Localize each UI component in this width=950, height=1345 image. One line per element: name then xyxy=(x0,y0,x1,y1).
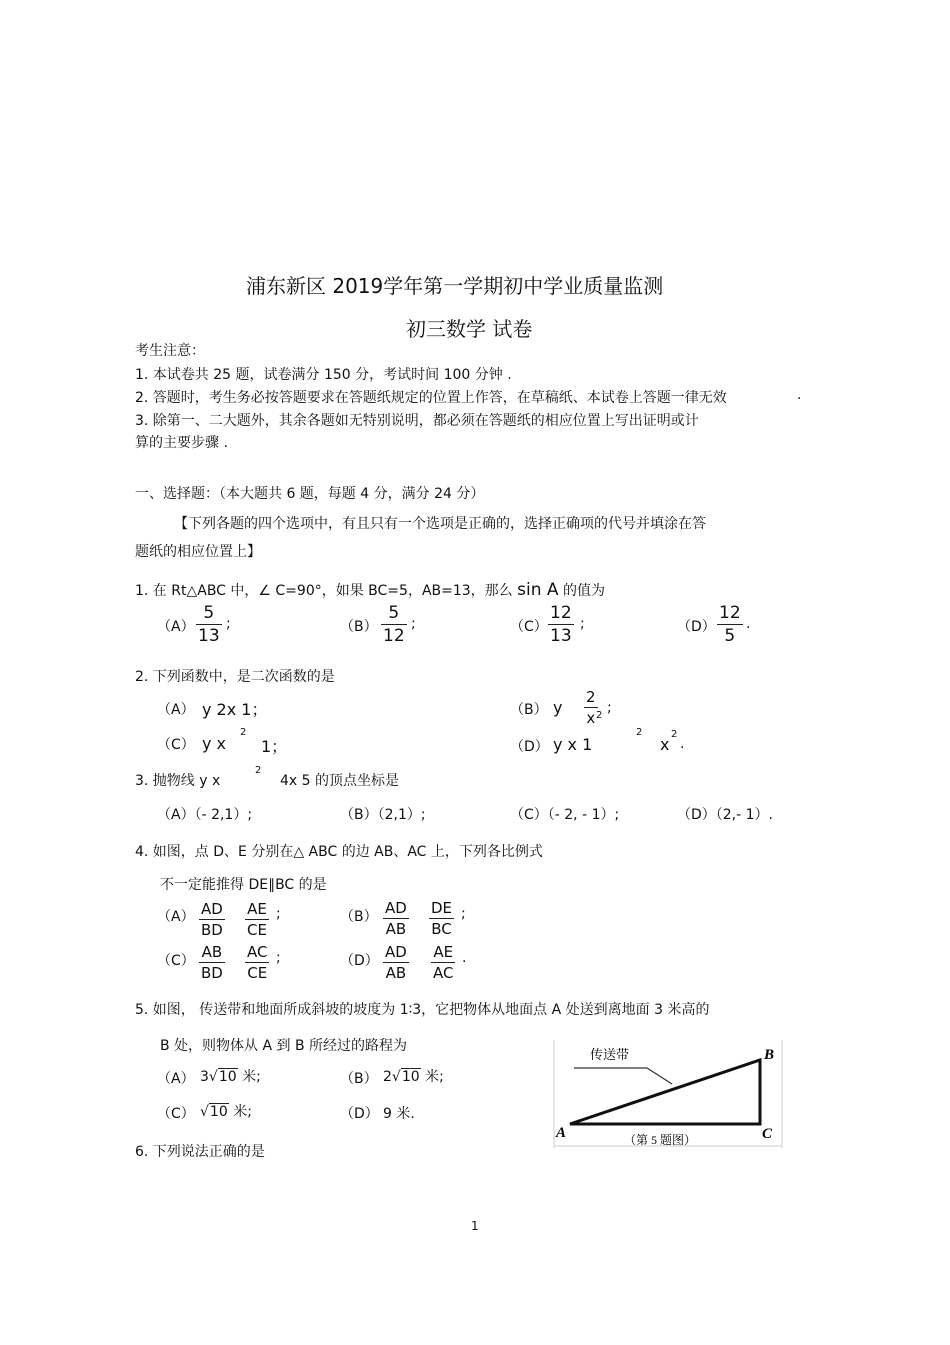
q2-option-d: y x 1 xyxy=(553,735,593,754)
q4-option-b-fraction-2: DE BC xyxy=(431,899,453,938)
triangle-abc xyxy=(570,1060,760,1124)
q4-stem-2: 不一定能推得 DE∥BC 的是 xyxy=(160,877,327,893)
q1-option-c-label: （C） xyxy=(510,619,548,635)
q3-option-c: （C）（- 2, - 1）; xyxy=(510,807,620,823)
figure-caption: （第 5 题图） xyxy=(624,1133,697,1147)
q5-option-a: 3√10 米; xyxy=(200,1069,261,1085)
belt-pointer xyxy=(647,1068,672,1084)
page-number: 1 xyxy=(471,1219,479,1233)
q3-option-b: （B）（2,1）; xyxy=(340,807,426,823)
q2-option-c-end: 1； xyxy=(261,737,288,756)
q2-option-c: y x xyxy=(202,734,227,753)
section-instructions-1: 【下列各题的四个选项中，有且只有一个选项是正确的，选择正确项的代号并填涂在答 xyxy=(174,516,706,532)
point-c-label: C xyxy=(762,1126,773,1142)
q2-stem: 2. 下列函数中，是二次函数的是 xyxy=(135,669,335,685)
section-instructions-2: 题纸的相应位置上】 xyxy=(135,544,261,560)
page-subtitle: 初三数学 试卷 xyxy=(406,317,533,341)
q2-option-b-y: y xyxy=(553,698,563,717)
q5-option-c: √10 米; xyxy=(200,1104,252,1120)
q1-option-b-fraction: 5 12 xyxy=(383,603,405,646)
q1-option-c-end: ; xyxy=(580,616,585,632)
q4-option-d-end: . xyxy=(462,950,467,966)
q2-option-c-label: （C） xyxy=(157,737,195,753)
q2-option-b-end: ; xyxy=(607,700,612,716)
q2-option-c-exponent: 2 xyxy=(240,727,247,738)
q2-option-b-exponent: 2 xyxy=(596,710,603,721)
q4-option-b-end: ; xyxy=(461,906,466,922)
q4-option-c-end: ; xyxy=(276,950,281,966)
point-a-label: A xyxy=(556,1125,567,1141)
notice-heading: 考生注意： xyxy=(135,343,205,359)
q1-option-a-label: （A） xyxy=(157,619,195,635)
q4-option-b-fraction-1: AD AB xyxy=(385,899,407,938)
q4-option-a-label: （A） xyxy=(157,909,195,925)
q1-option-b-end: ; xyxy=(411,616,416,632)
notice-item-3-cont: 算的主要步骤 . xyxy=(135,435,228,451)
belt-label: 传送带 xyxy=(590,1047,630,1062)
point-b-label: B xyxy=(764,1047,775,1063)
q4-stem-1: 4. 如图，点 D、E 分别在△ ABC 的边 AB、AC 上，下列各比例式 xyxy=(135,844,543,860)
q3-option-a: （A）（- 2,1）; xyxy=(157,807,253,823)
q3-stem-a: 3. 抛物线 y x xyxy=(135,773,221,789)
q4-option-d-fraction-2: AE AC xyxy=(433,943,454,982)
q5-option-a-label: （A） xyxy=(157,1071,195,1087)
q4-option-d-label: （D） xyxy=(340,953,379,969)
q5-option-b: 2√10 米; xyxy=(383,1069,444,1085)
q2-option-b-fraction: 2 x xyxy=(586,688,596,727)
q4-option-b-label: （B） xyxy=(340,909,378,925)
notice-item-2: 2. 答题时，考生务必按答题要求在答题纸规定的位置上作答，在草稿纸、本试卷上答题一律无效 xyxy=(135,390,727,406)
q1-option-b-label: （B） xyxy=(340,619,378,635)
q4-option-c-fraction-2: AC CE xyxy=(247,943,268,982)
q2-option-a-label: （A） xyxy=(157,702,195,718)
q1-option-d-end: . xyxy=(746,616,751,632)
q2-option-d-exponent-2: 2 xyxy=(671,729,678,740)
q2-option-d-exponent-1: 2 xyxy=(636,727,643,738)
q1-option-d-label: （D） xyxy=(677,619,716,635)
q1-option-a-end: ; xyxy=(226,616,231,632)
q4-option-a-fraction-2: AE CE xyxy=(247,900,267,939)
q5-option-d: 9 米. xyxy=(383,1106,415,1122)
q4-option-d-fraction-1: AD AB xyxy=(385,943,407,982)
notice-item-1: 1. 本试卷共 25 题，试卷满分 150 分，考试时间 100 分钟 . xyxy=(135,367,512,383)
q6-stem: 6. 下列说法正确的是 xyxy=(135,1144,265,1160)
q5-option-d-label: （D） xyxy=(340,1106,379,1122)
q2-option-d-dot: . xyxy=(680,736,685,752)
q5-stem-1: 5. 如图， 传送带和地面所成斜坡的坡度为 1∶3，它把物体从地面点 A 处送到离地面 3 米高的 xyxy=(135,1002,710,1018)
q5-option-b-label: （B） xyxy=(340,1071,378,1087)
q4-option-a-end: ; xyxy=(276,906,281,922)
q4-option-a-fraction-1: AD BD xyxy=(201,900,223,939)
q5-figure xyxy=(552,1038,784,1150)
q3-option-d: （D）（2,- 1）. xyxy=(677,807,773,823)
section-heading: 一、选择题：（本大题共 6 题，每题 4 分，满分 24 分） xyxy=(135,486,485,502)
q4-option-c-fraction-1: AB BD xyxy=(201,943,223,982)
q2-option-d-label: （D） xyxy=(510,739,549,755)
q2-option-d-end: x xyxy=(660,735,670,754)
q1-option-d-fraction: 12 5 xyxy=(719,603,741,646)
q2-option-a: y 2x 1； xyxy=(202,700,268,719)
q5-option-c-label: （C） xyxy=(157,1106,195,1122)
notice-item-3: 3. 除第一、二大题外，其余各题如无特别说明，都必须在答题纸的相应位置上写出证明或计 xyxy=(135,413,699,429)
notice-item-2-end: . xyxy=(797,387,802,403)
q1-stem: 1. 在 Rt△ABC 中，∠ C=90°，如果 BC=5，AB=13，那么 sin A 的值为 xyxy=(135,580,605,600)
q3-exponent: 2 xyxy=(255,765,262,776)
page-title: 浦东新区 2019学年第一学期初中学业质量监测 xyxy=(246,274,664,298)
q5-stem-2: B 处，则物体从 A 到 B 所经过的路程为 xyxy=(160,1038,408,1054)
q3-stem-b: 4x 5 的顶点坐标是 xyxy=(280,773,399,789)
q4-option-c-label: （C） xyxy=(157,953,195,969)
q1-option-a-fraction: 5 13 xyxy=(198,603,220,646)
q2-option-b-label: （B） xyxy=(510,702,548,718)
q1-option-c-fraction: 12 13 xyxy=(550,603,572,646)
